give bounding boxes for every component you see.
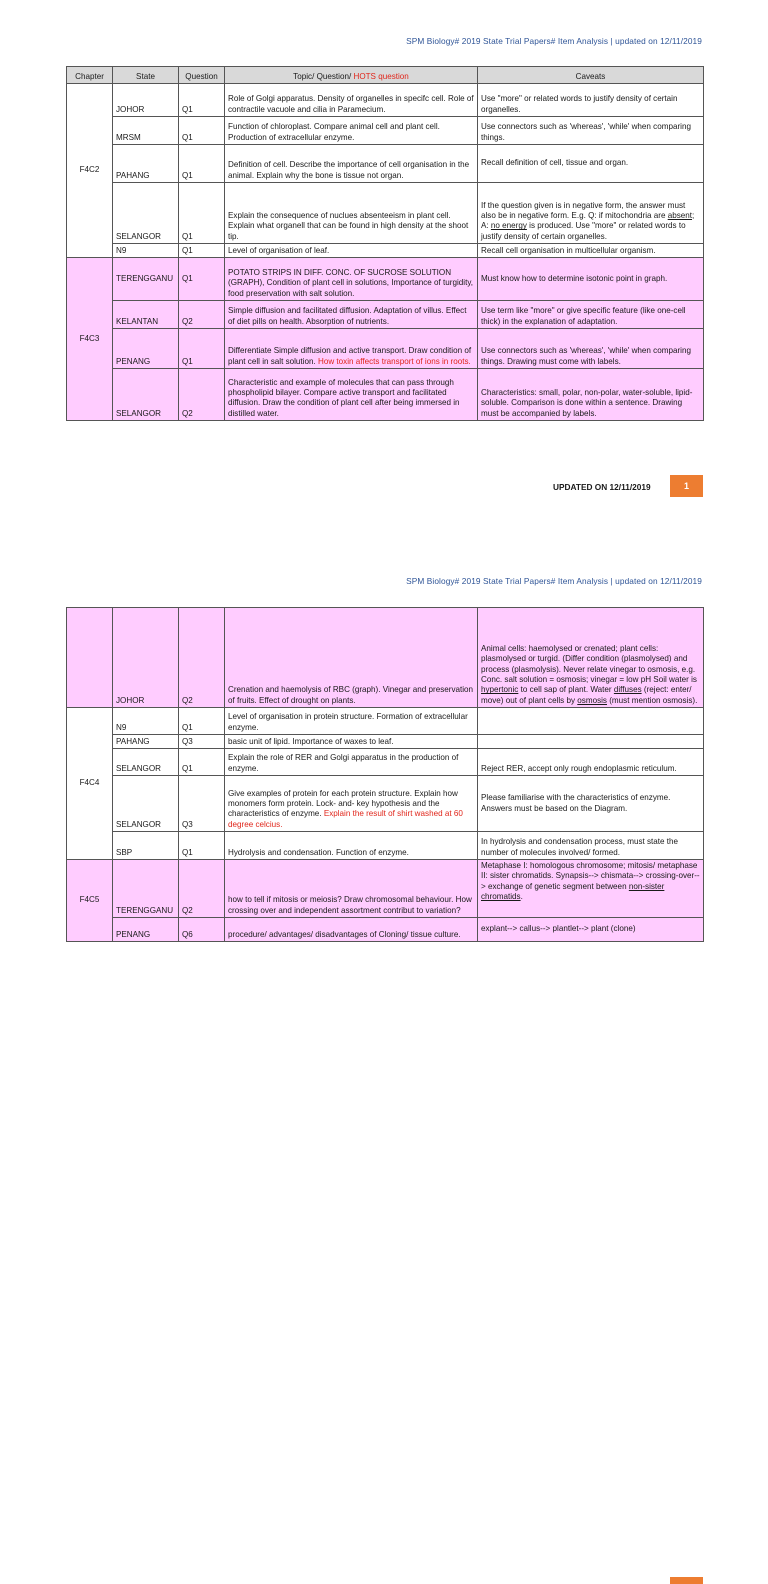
question-cell: Q3 (179, 735, 225, 749)
topic-cell: Characteristic and example of molecules that can pass through phospholipid bilayer. Compare active transport and facilitated diffusion. Draw the condition of plant cell after being immersed in distilled water. (225, 369, 478, 421)
table-row (67, 84, 704, 117)
caveat-cell: Use connectors such as 'whereas', 'while' when comparing things. Drawing must come with labels. (478, 329, 704, 369)
question-cell: Q2 (179, 860, 225, 918)
col-question: Question (179, 67, 225, 84)
state-cell: N9 (113, 244, 179, 258)
caveat-cell (478, 735, 704, 749)
caveat-cell: Animal cells: haemolysed or crenated; plant cells: plasmolysed or turgid. (Differ condition (plasmolysed) and process (plasmolysis). Never relate vinegar to osmosis, e.g. Conc. salt solution = osmosis; vinegar = low pH Soil water is hypertonic to cell sap of plant. Water diffuses (reject: enter/ move) out of plant cells by osmosis (must mention osmosis). (478, 608, 704, 708)
table-row (67, 860, 704, 918)
chapter-cell (67, 608, 113, 708)
state-cell: SELANGOR (113, 749, 179, 776)
caveat-cell: explant--> callus--> plantlet--> plant (clone) (478, 918, 704, 942)
state-cell: PENANG (113, 329, 179, 369)
question-cell: Q1 (179, 258, 225, 301)
state-cell: TERENGGANU (113, 258, 179, 301)
caveat-cell: If the question given is in negative form, the answer must also be in negative form. E.g. Q: if mitochondria are absent; A: no energy is produced. Use "more" or related words to justify density of certain organelles. (478, 183, 704, 244)
topic-cell: Role of Golgi apparatus. Density of organelles in specifc cell. Role of contractile vacuole and cilia in Paramecium. (225, 84, 478, 117)
page-number-badge-partial (670, 1577, 703, 1584)
table-row (67, 145, 704, 183)
table-row (67, 183, 704, 244)
item-analysis-table (66, 66, 704, 421)
page-header: SPM Biology# 2019 State Trial Papers# Item Analysis | updated on 12/11/2019 (406, 576, 702, 586)
state-cell: PENANG (113, 918, 179, 942)
topic-cell: Level of organisation in protein structure. Formation of extracellular enzyme. (225, 708, 478, 735)
table-row (67, 301, 704, 329)
topic-cell: how to tell if mitosis or meiosis? Draw chromosomal behaviour. How crossing over and independent assortment contribut to variation? (225, 860, 478, 918)
table-row (67, 708, 704, 735)
topic-cell: Differentiate Simple diffusion and active transport. Draw condition of plant cell in salt solution. How toxin affects transport of ions in roots. (225, 329, 478, 369)
topic-cell: Level of organisation of leaf. (225, 244, 478, 258)
chapter-cell: F4C2 (67, 84, 113, 258)
col-state: State (113, 67, 179, 84)
caveat-cell: Recall definition of cell, tissue and organ. (478, 145, 704, 183)
topic-cell: Simple diffusion and facilitated diffusion. Adaptation of villus. Effect of diet pills on health. Absorption of nutrients. (225, 301, 478, 329)
page-1 (0, 0, 768, 512)
topic-cell: Explain the consequence of nuclues absenteeism in plant cell. Explain what organell that can be found in high density at the shoot tip. (225, 183, 478, 244)
state-cell: SBP (113, 832, 179, 860)
state-cell: JOHOR (113, 608, 179, 708)
page-2 (0, 560, 768, 1024)
caveat-cell: Must know how to determine isotonic point in graph. (478, 258, 704, 301)
table-row (67, 329, 704, 369)
state-cell: SELANGOR (113, 776, 179, 832)
page-number-badge: 1 (670, 475, 703, 497)
col-caveats: Caveats (478, 67, 704, 84)
question-cell: Q1 (179, 832, 225, 860)
table-row (67, 369, 704, 421)
question-cell: Q1 (179, 117, 225, 145)
state-cell: SELANGOR (113, 183, 179, 244)
state-cell: PAHANG (113, 735, 179, 749)
question-cell: Q1 (179, 749, 225, 776)
state-cell: KELANTAN (113, 301, 179, 329)
table-row (67, 776, 704, 832)
question-cell: Q2 (179, 369, 225, 421)
question-cell: Q2 (179, 301, 225, 329)
question-cell: Q1 (179, 329, 225, 369)
col-chapter: Chapter (67, 67, 113, 84)
table-row (67, 735, 704, 749)
page-header: SPM Biology# 2019 State Trial Papers# Item Analysis | updated on 12/11/2019 (406, 36, 702, 46)
state-cell: MRSM (113, 117, 179, 145)
item-analysis-table-continued (66, 607, 704, 942)
table-row (67, 244, 704, 258)
state-cell: N9 (113, 708, 179, 735)
question-cell: Q1 (179, 183, 225, 244)
chapter-cell: F4C3 (67, 258, 113, 421)
question-cell: Q1 (179, 244, 225, 258)
caveat-cell: Recall cell organisation in multicellular organism. (478, 244, 704, 258)
question-cell: Q1 (179, 708, 225, 735)
caveat-cell: Please familiarise with the characteristics of enzyme. Answers must be based on the Diagram. (478, 776, 704, 832)
table-row (67, 832, 704, 860)
topic-cell: POTATO STRIPS IN DIFF. CONC. OF SUCROSE SOLUTION (GRAPH), Condition of plant cell in solutions, Importance of turgidity, food preservation with salt solution. (225, 258, 478, 301)
topic-cell: Definition of cell. Describe the importance of cell organisation in the animal. Explain why the bone is tissue not organ. (225, 145, 478, 183)
topic-cell: Function of chloroplast. Compare animal cell and plant cell. Production of extracellular enzyme. (225, 117, 478, 145)
chapter-cell: F4C5 (67, 860, 113, 942)
topic-cell: Crenation and haemolysis of RBC (graph). Vinegar and preservation of fruits. Effect of drought on plants. (225, 608, 478, 708)
topic-cell: Give examples of protein for each protein structure. Explain how monomers form protein. Lock- and- key hypothesis and the characteristics of enzyme. Explain the result of shirt washed at 60 degree celcius. (225, 776, 478, 832)
topic-cell: basic unit of lipid. Importance of waxes to leaf. (225, 735, 478, 749)
table-row (67, 608, 704, 708)
caveat-cell: Use connectors such as 'whereas', 'while' when comparing things. (478, 117, 704, 145)
table-row (67, 749, 704, 776)
caveat-cell: Use "more" or related words to justify density of certain organelles. (478, 84, 704, 117)
table-header-row (67, 67, 704, 84)
chapter-cell: F4C4 (67, 708, 113, 860)
table-row (67, 258, 704, 301)
topic-cell: Explain the role of RER and Golgi apparatus in the production of enzyme. (225, 749, 478, 776)
state-cell: SELANGOR (113, 369, 179, 421)
caveat-cell: Use term like "more" or give specific feature (like one-cell thick) in the explanation of adaptation. (478, 301, 704, 329)
table-row (67, 117, 704, 145)
question-cell: Q2 (179, 608, 225, 708)
caveat-cell: Metaphase I: homologous chromosome; mitosis/ metaphase II: sister chromatids. Synapsis--> chismata--> crossing-over--> exchange of genetic segment between non-sister chromatids. (478, 860, 704, 918)
question-cell: Q1 (179, 145, 225, 183)
caveat-cell: In hydrolysis and condensation process, must state the number of molecules involved/ formed. (478, 832, 704, 860)
caveat-cell: Reject RER, accept only rough endoplasmic reticulum. (478, 749, 704, 776)
footer-updated-label: UPDATED ON 12/11/2019 (553, 482, 651, 492)
state-cell: TERENGGANU (113, 860, 179, 918)
topic-cell: Hydrolysis and condensation. Function of enzyme. (225, 832, 478, 860)
table-row (67, 918, 704, 942)
caveat-cell (478, 708, 704, 735)
state-cell: JOHOR (113, 84, 179, 117)
question-cell: Q3 (179, 776, 225, 832)
state-cell: PAHANG (113, 145, 179, 183)
question-cell: Q1 (179, 84, 225, 117)
topic-cell: procedure/ advantages/ disadvantages of Cloning/ tissue culture. (225, 918, 478, 942)
question-cell: Q6 (179, 918, 225, 942)
col-topic: Topic/ Question/ HOTS question (225, 67, 478, 84)
caveat-cell: Characteristics: small, polar, non-polar, water-soluble, lipid-soluble. Comparison is done within a sentence. Drawing must be accompanied by labels. (478, 369, 704, 421)
